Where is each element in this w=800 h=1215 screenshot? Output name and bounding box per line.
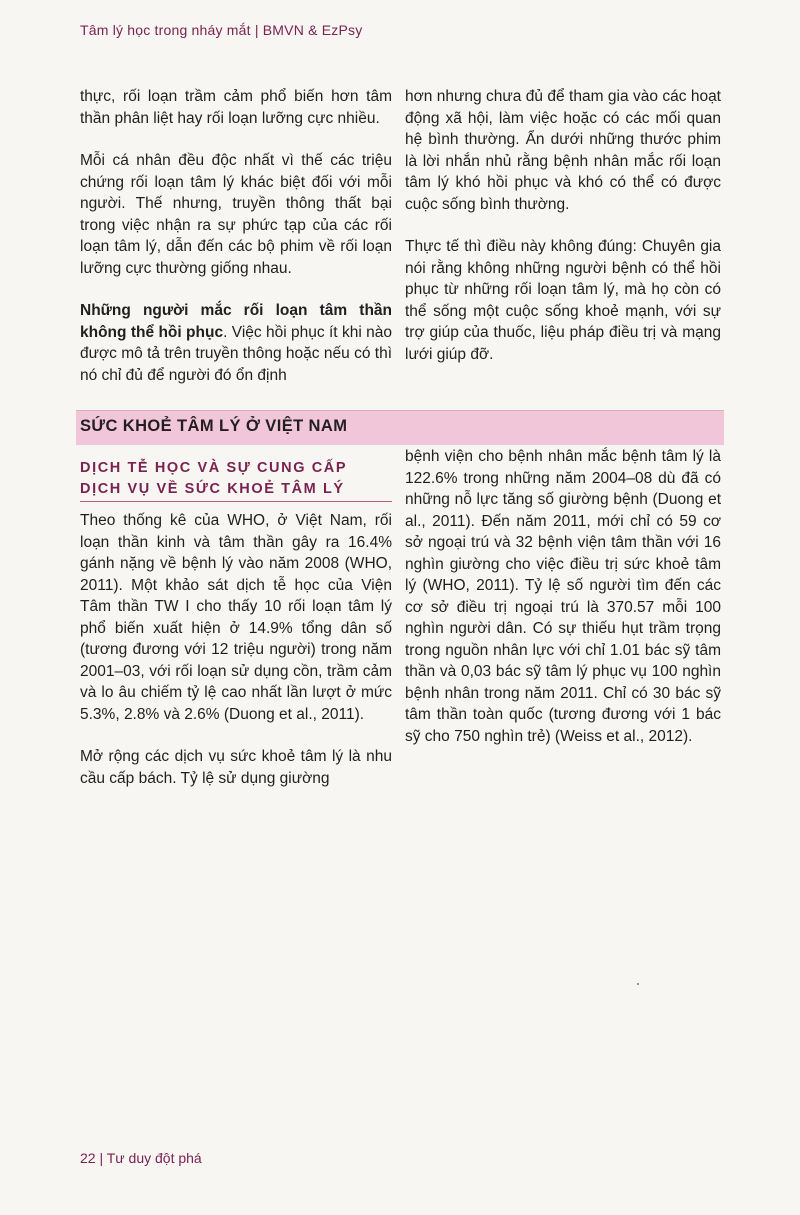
subheading: DỊCH TỄ HỌC VÀ SỰ CUNG CẤP DỊCH VỤ VỀ SỨC KHOẺ TÂM LÝ — [80, 460, 347, 497]
paragraph-rest: . Việc hồi phục ít khi nào được mô tả trên truyền thông hoặc nếu có thì nó chỉ đủ để người đó ổn định — [80, 323, 392, 384]
subheading-rule — [80, 501, 392, 502]
paragraph: hơn nhưng chưa đủ để tham gia vào các hoạt động xã hội, làm việc hoặc có các mối quan hệ bình thường. Ẩn dưới những thước phim là lời nhắn nhủ rằng bệnh nhân mắc rối loạn tâm lý khó hồi phục và khó có thể có được cuộc sống bình thường. — [405, 88, 721, 213]
paragraph: Mỗi cá nhân đều độc nhất vì thế các triệu chứng rối loạn tâm lý khác biệt đối với mỗi người. Thế nhưng, truyền thông thất bại trong việc nhận ra sự phức tạp của các rối loạn tâm lý, dẫn đến các bộ phim về rối loạn lưỡng cực thường giống nhau. — [80, 152, 392, 277]
page-footer: 22 | Tư duy đột phá — [80, 1150, 202, 1166]
paragraph-with-bold-lead — [80, 300, 392, 386]
bottom-left-column — [80, 510, 392, 810]
paragraph: Thực tế thì điều này không đúng: Chuyên gia nói rằng không những người bệnh có thể hồi phục từ những rối loạn tâm lý, mà họ còn có thể sống một cuộc sống khoẻ mạnh, với sự trợ giúp của thuốc, liệu pháp điều trị và mạng lưới giúp đỡ. — [405, 238, 721, 363]
top-right-column — [405, 86, 721, 408]
top-left-column — [80, 86, 392, 408]
paragraph: Mở rộng các dịch vụ sức khoẻ tâm lý là nhu cầu cấp bách. Tỷ lệ sử dụng giường — [80, 748, 392, 787]
paragraph: thực, rối loạn trầm cảm phổ biến hơn tâm thần phân liệt hay rối loạn lưỡng cực nhiều. — [80, 88, 392, 127]
bold-lead: Những người mắc rối loạn tâm thần không thể hồi phục — [80, 302, 392, 341]
bottom-right-column — [405, 446, 721, 768]
paragraph: bệnh viện cho bệnh nhân mắc bệnh tâm lý là 122.6% trong những năm 2004–08 dù đã có những nỗ lực tăng số giường bệnh (Duong et al., 2011). Đến năm 2011, mới chỉ có 59 cơ sở ngoại trú và 32 bệnh viện tâm thần với 16 nghìn giường cho việc điều trị sức khoẻ tâm lý (WHO, 2011). Tỷ lệ số người tìm đến các cơ sở điều trị ngoại trú là 370.57 mỗi 100 nghìn người dân. Có sự thiếu hụt trầm trọng trong nguồn nhân lực với chỉ 1.01 bác sỹ tâm thần và 0,03 bác sỹ tâm lý phục vụ 100 nghìn bệnh nhân trong năm 2011. Chỉ có 30 bác sỹ tâm thần toàn quốc (tương đương với 1 bác sỹ cho 750 nghìn trẻ) (Weiss et al., 2012). — [405, 448, 721, 745]
section-title: SỨC KHOẺ TÂM LÝ Ở VIỆT NAM — [80, 417, 348, 435]
stray-mark — [637, 983, 639, 985]
running-header: Tâm lý học trong nháy mắt | BMVN & EzPsy — [80, 22, 363, 38]
paragraph: Theo thống kê của WHO, ở Việt Nam, rối loạn thần kinh và tâm thần gây ra 16.4% gánh nặng về bệnh lý vào năm 2008 (WHO, 2011). Một khảo sát dịch tễ học của Viện Tâm thần TW I cho thấy 10 rối loạn tâm lý phổ biến xuất hiện ở 14.9% tổng dân số (tương đương với 12 triệu người) trong năm 2001–03, với rối loạn sử dụng cồn, trầm cảm và lo âu chiếm tỷ lệ cao nhất lần lượt ở mức 5.3%, 2.8% và 2.6% (Duong et al., 2011). — [80, 512, 392, 723]
